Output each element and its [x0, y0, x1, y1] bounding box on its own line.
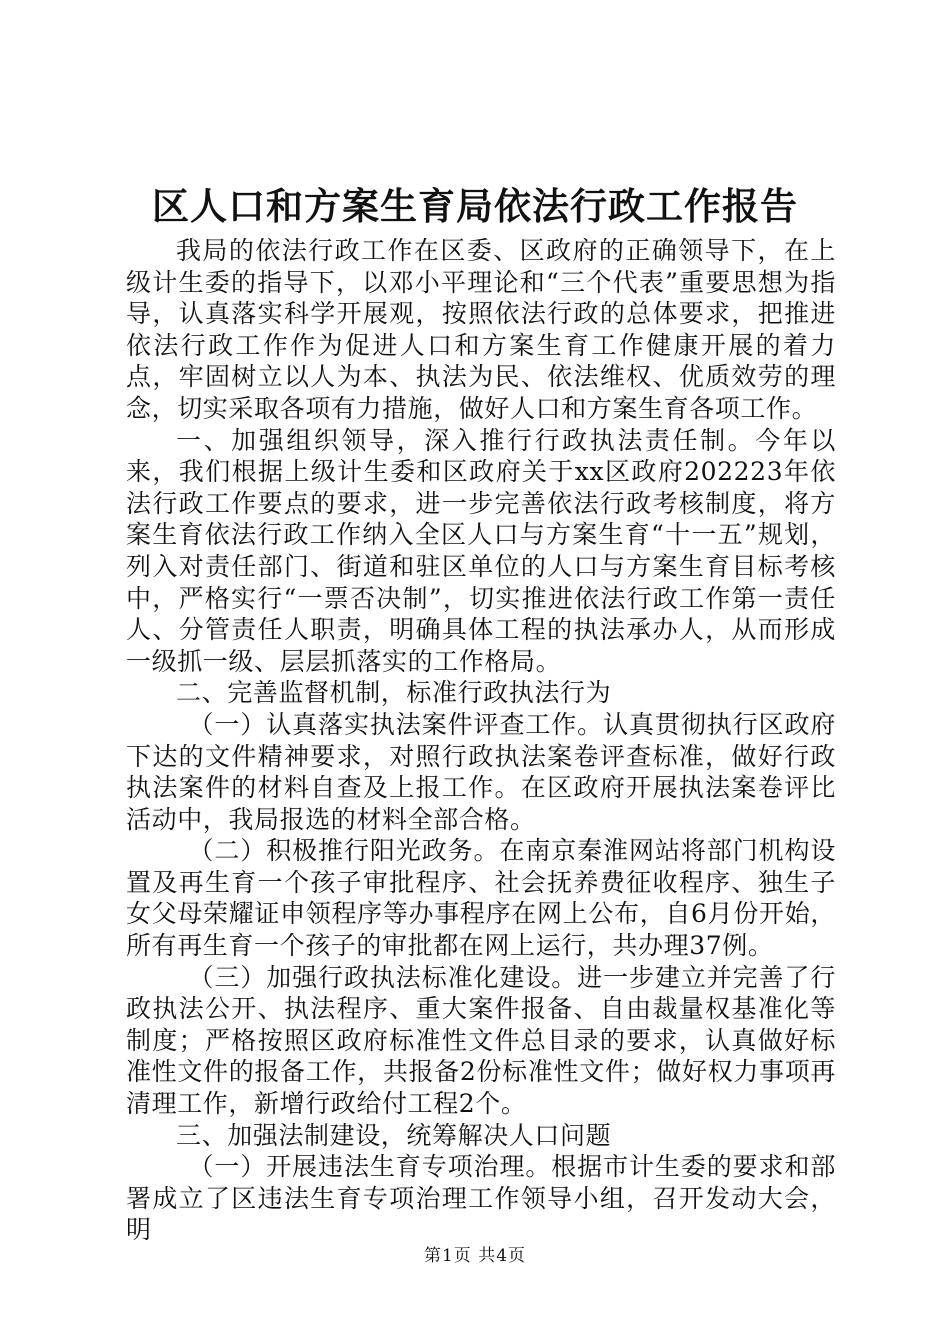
paragraph-section-2-item-3: （三）加强行政执法标准化建设。进一步建立并完善了行政执法公开、执法程序、重大案件报备、自由裁量权基准化等制度；严格按照区政府标准性文件总目录的要求，认真做好标准性文件的报备工作，共报备2份标准性文件；做好权力事项再清理工作，新增行政给付工程2个。 [126, 962, 836, 1119]
page-number-footer: 第1页 共4页 [423, 1246, 527, 1266]
paragraph-section-1: 一、加强组织领导，深入推行行政执法责任制。今年以来，我们根据上级计生委和区政府关于xx区政府202223年依法行政工作要点的要求，进一步完善依法行政考核制度，将方案生育依法行政工作纳入全区人口与方案生育“十一五”规划，列入对责任部门、街道和驻区单位的人口与方案生育目标考核中，严格实行“一票否决制”，切实推进依法行政工作第一责任人、分管责任人职责，明确具体工程的执法承办人，从而形成一级抓一级、层层抓落实的工作格局。 [126, 425, 836, 676]
document-body [126, 235, 836, 1246]
document-title: 区人口和方案生育局依法行政工作报告 [152, 184, 798, 228]
paragraph-section-2-item-1: （一）认真落实执法案件评查工作。认真贯彻执行区政府下达的文件精神要求，对照行政执法案卷评查标准，做好行政执法案件的材料自查及上报工作。在区政府开展执法案卷评比活动中，我局报选的材料全部合格。 [126, 709, 836, 834]
paragraph-section-2-item-2: （二）积极推行阳光政务。在南京秦淮网站将部门机构设置及再生育一个孩子审批程序、社会抚养费征收程序、独生子女父母荣耀证申领程序等办事程序在网上公布，自6月份开始，所有再生育一个孩子的审批都在网上运行，共办理37例。 [126, 836, 836, 961]
paragraph-section-3-item-1: （一）开展违法生育专项治理。根据市计生委的要求和部署成立了区违法生育专项治理工作领导小组，召开发动大会，明 [126, 1152, 836, 1245]
paragraph-intro: 我局的依法行政工作在区委、区政府的正确领导下，在上级计生委的指导下，以邓小平理论和“三个代表”重要思想为指导，认真落实科学开展观，按照依法行政的总体要求，把推进依法行政工作作为促进人口和方案生育工作健康开展的着力点，牢固树立以人为本、执法为民、依法维权、优质效劳的理念，切实采取各项有力措施，做好人口和方案生育各项工作。 [126, 236, 836, 423]
section-heading-2: 二、完善监督机制，标准行政执法行为 [176, 678, 612, 708]
section-heading-3: 三、加强法制建设，统筹解决人口问题 [176, 1120, 612, 1150]
